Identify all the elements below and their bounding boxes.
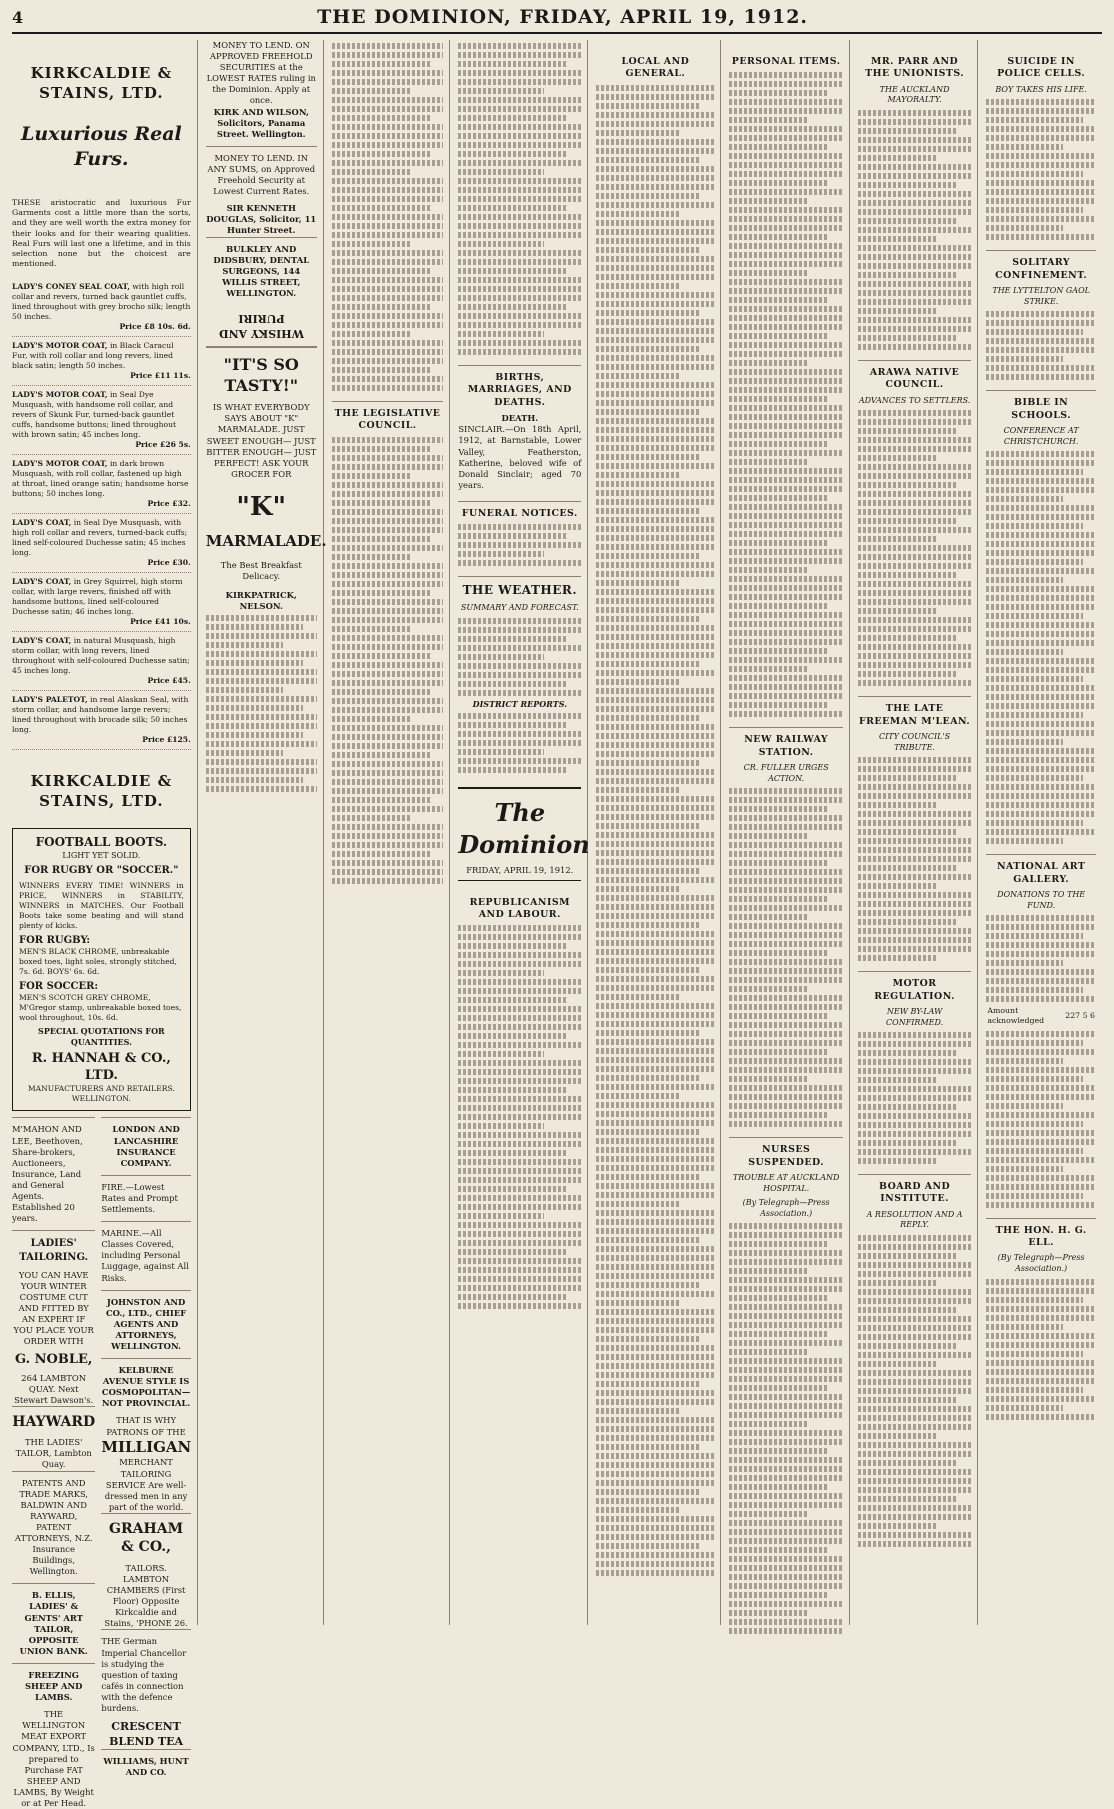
fur-item bbox=[12, 691, 191, 750]
rugby-text: MEN'S BLACK CHROME, unbreakable boxed toes, light soles, strongly stitched, 7s. 6d. BOYS' 6s. 6d. bbox=[19, 946, 177, 976]
parr-sub: THE AUCKLAND MAYORALTY. bbox=[879, 84, 950, 105]
reports-text bbox=[458, 713, 581, 773]
col3-body-text bbox=[332, 43, 444, 391]
editorial-heading: REPUBLICANISM AND LABOUR. bbox=[469, 896, 571, 921]
milligan-sub: MERCHANT TAILORING SERVICE Are well-dressed men in any part of the world. bbox=[104, 1457, 188, 1512]
weather-text bbox=[458, 618, 581, 696]
ell-heading: THE HON. H. G. ELL. bbox=[986, 1218, 1096, 1250]
column-6 bbox=[729, 40, 849, 1625]
fur-item-label: LADY'S CONEY SEAL COAT, bbox=[12, 281, 130, 291]
london-lancashire: LONDON AND LANCASHIRE INSURANCE COMPANY. bbox=[101, 1117, 190, 1174]
fur-item-desc: in Grey Squirrel, high storm collar, with large revers, finished off with handsome buttons, lined self-coloured Duchesse satin; 46 inches long. bbox=[12, 577, 183, 617]
railway-text bbox=[729, 788, 842, 1127]
fur-item-desc: in dark brown Musquash, with roll collar, fastened up high at throat, lined orange satin; handsome horse buttons; 50 inches long. bbox=[12, 458, 189, 498]
hannah-sub: MANUFACTURERS AND RETAILERS. WELLINGTON. bbox=[27, 1084, 175, 1104]
fur-item-label: LADY'S COAT, bbox=[12, 636, 72, 646]
fur-item bbox=[12, 573, 191, 632]
tailoring-heading: LADIES' TAILORING. bbox=[12, 1230, 95, 1269]
nurses-press: (By Telegraph—Press Association.) bbox=[742, 1198, 830, 1218]
kirkcaldie-heading: KIRKCALDIE & STAINS, LTD. bbox=[30, 64, 173, 102]
parr-heading: MR. PARR AND THE UNIONISTS. bbox=[865, 56, 965, 80]
fire-text: FIRE.—Lowest Rates and Prompt Settlements. bbox=[101, 1175, 190, 1221]
lc-body-text bbox=[332, 437, 444, 884]
kirkcaldie-tagline: Luxurious Real Furs. bbox=[21, 122, 182, 170]
masthead-title: THE DOMINION, FRIDAY, APRIL 19, 1912. bbox=[317, 6, 809, 28]
hayward-name: HAYWARD bbox=[12, 1406, 95, 1437]
soccer-text: MEN'S SCOTCH GREY CHROME, M'Gregor stamp, unbreakable boxed toes, wool throughout, 10s. 6d. bbox=[19, 993, 182, 1023]
gallery-sub: DONATIONS TO THE FUND. bbox=[997, 889, 1086, 910]
gallery-text bbox=[986, 915, 1096, 1002]
column-7 bbox=[858, 40, 978, 1625]
whisky-puriri: WHISKY AND PURIRI bbox=[206, 305, 317, 347]
kenneth-douglas: SIR KENNETH DOUGLAS, Solicitor, 11 Hunter Street. bbox=[206, 203, 317, 236]
fur-item bbox=[12, 514, 191, 573]
fur-item-price: Price £41 10s. bbox=[130, 617, 191, 627]
money-to-lend-2: MONEY TO LEND. IN ANY SUMS, on Approved Freehold Security at Lowest Current Rates. bbox=[206, 146, 317, 203]
board-sub: A RESOLUTION AND A REPLY. bbox=[866, 1209, 963, 1230]
nurses-sub: TROUBLE AT AUCKLAND HOSPITAL. bbox=[732, 1173, 840, 1193]
columns bbox=[12, 40, 1102, 1808]
donations-table bbox=[986, 1005, 1096, 1028]
suicide-sub: BOY TAKES HIS LIFE. bbox=[995, 84, 1087, 94]
kirk-wilson: KIRK AND WILSON, Solicitors, Panama Street. Wellington. bbox=[213, 106, 309, 139]
death-label: DEATH. bbox=[501, 413, 539, 424]
dental-surgeons: BULKLEY AND DIDSBURY, DENTAL SURGEONS, 144 WILLIS STREET, WELLINGTON. bbox=[206, 237, 317, 305]
football-winners: WINNERS EVERY TIME! WINNERS in PRICE, WINNERS in STABILITY, WINNERS in MATCHES. Our Football Boots take some beating and will stand plenty of kicks. bbox=[19, 880, 184, 930]
suicide-heading: SUICIDE IN POLICE CELLS. bbox=[997, 56, 1086, 80]
masthead bbox=[12, 0, 1102, 34]
fur-item-desc: in Seal Dye Musquash, with high roll collar and revers, turned-back cuffs; lined self-coloured Duchesse satin; 45 inches long. bbox=[12, 518, 188, 558]
arawa-sub: ADVANCES TO SETTLERS. bbox=[858, 395, 971, 405]
so-tasty: "IT'S SO TASTY!" bbox=[206, 347, 317, 402]
fur-item-price: Price £26 5s. bbox=[135, 439, 191, 449]
football-heading: FOOTBALL BOOTS. bbox=[35, 834, 168, 849]
solitary-heading: SOLITARY CONFINEMENT. bbox=[986, 250, 1096, 282]
kirkcaldie-footer: KIRKCALDIE & STAINS, LTD. bbox=[30, 772, 173, 811]
weather-sub: SUMMARY AND FORECAST. bbox=[460, 603, 579, 613]
fur-item-desc: with high roll collar and revers, turned back gauntlet cuffs, lined throughout with grey brocho silk; length 50 inches. bbox=[12, 281, 191, 321]
bible-sub: CONFERENCE AT CHRISTCHURCH. bbox=[1003, 426, 1079, 446]
editorial-dateline: FRIDAY, APRIL 19, 1912. bbox=[458, 865, 581, 881]
kirkpatrick-nelson: KIRKPATRICK, NELSON. bbox=[225, 590, 297, 612]
personal-items-text bbox=[729, 72, 842, 717]
fur-item-price: Price £125. bbox=[142, 735, 191, 745]
noble-name: G. NOBLE, bbox=[14, 1352, 93, 1368]
mlean-sub: CITY COUNCIL'S TRIBUTE. bbox=[879, 732, 951, 752]
fur-item-price: Price £11 11s. bbox=[130, 370, 191, 380]
motor-text bbox=[858, 1032, 971, 1164]
board-heading: BOARD AND INSTITUTE. bbox=[858, 1174, 971, 1206]
nurses-heading: NURSES SUSPENDED. bbox=[729, 1137, 842, 1169]
ell-text bbox=[986, 1279, 1096, 1420]
births-heading: BIRTHS, MARRIAGES, AND DEATHS. bbox=[458, 365, 581, 409]
solitary-text bbox=[986, 311, 1096, 380]
fur-item-label: LADY'S MOTOR COAT, bbox=[12, 389, 108, 399]
fur-item bbox=[12, 278, 191, 337]
sheep-text: THE WELLINGTON MEAT EXPORT COMPANY, LTD., Is prepared to Purchase FAT SHEEP AND LAMBS, By Weight or at Per Head. bbox=[12, 1709, 95, 1808]
patents-ad: PATENTS AND TRADE MARKS, BALDWIN AND RAYWARD, PATENT ATTORNEYS, N.Z. Insurance Buildings, Wellington. bbox=[12, 1471, 95, 1584]
legislative-council-heading: THE LEGISLATIVE COUNCIL. bbox=[332, 401, 444, 433]
fur-item bbox=[12, 455, 191, 514]
fur-item-desc: in Black Caracul Fur, with roll collar and long revers, lined black satin; length 50 inches. bbox=[12, 340, 174, 370]
motor-sub: NEW BY-LAW CONFIRMED. bbox=[886, 1006, 944, 1027]
board-text bbox=[858, 1235, 971, 1547]
parr-text bbox=[858, 110, 971, 350]
arawa-text bbox=[858, 410, 971, 686]
dominion-nameplate: The Dominion bbox=[458, 787, 581, 860]
fur-item-desc: in Seal Dye Musquash, with handsome roll collar, and revers of Skunk Fur, turned-back gauntlet cuffs, handsome buttons; lined throughout with brown satin; 45 inches long. bbox=[12, 389, 177, 439]
football-special: SPECIAL QUOTATIONS FOR QUANTITIES. bbox=[38, 1026, 165, 1047]
donations-amount: 227 5 6 bbox=[1065, 1011, 1095, 1021]
fur-item-price: Price £32. bbox=[147, 499, 191, 509]
column-8 bbox=[986, 40, 1102, 1625]
bible-heading: BIBLE IN SCHOOLS. bbox=[986, 390, 1096, 422]
fur-item-label: LADY'S COAT, bbox=[12, 518, 72, 528]
graham-sub: TAILORS. bbox=[125, 1562, 167, 1573]
donations-row bbox=[986, 1005, 1096, 1028]
fur-item-price: Price £30. bbox=[147, 558, 191, 568]
motor-heading: MOTOR REGULATION. bbox=[858, 971, 971, 1003]
mlean-text bbox=[858, 757, 971, 961]
column-2 bbox=[205, 40, 327, 1625]
marmalade-brand: MARMALADE. bbox=[205, 532, 327, 551]
railway-sub: CR. FULLER URGES ACTION. bbox=[743, 763, 829, 783]
football-both: FOR RUGBY OR "SOCCER." bbox=[24, 865, 179, 877]
ellis-ad: B. ELLIS, LADIES' & GENTS' ART TAILOR, OPPOSITE UNION BANK. bbox=[12, 1583, 95, 1663]
fur-item-price: Price £45. bbox=[147, 676, 191, 686]
column-3 bbox=[332, 40, 451, 1625]
personal-items-heading: PERSONAL ITEMS. bbox=[731, 56, 841, 67]
column-4 bbox=[458, 40, 588, 1625]
editorial-text bbox=[458, 925, 581, 1309]
milligan-intro: THAT IS WHY PATRONS OF THE bbox=[106, 1415, 186, 1437]
sheep-heading: FREEZING SHEEP AND LAMBS. bbox=[12, 1663, 95, 1709]
marmalade-text: IS WHAT EVERYBODY SAYS ABOUT "K" MARMALADE. JUST SWEET ENOUGH— JUST BITTER ENOUGH— JUST PERFECT! ASK YOUR GROCER FOR bbox=[206, 402, 317, 479]
football-ad bbox=[12, 828, 191, 1112]
fur-list bbox=[12, 278, 191, 751]
hannah-firm: R. HANNAH & CO., LTD. bbox=[31, 1051, 171, 1084]
fur-item bbox=[12, 386, 191, 455]
weather-heading: THE WEATHER. bbox=[458, 576, 581, 599]
page-number: 4 bbox=[12, 8, 24, 27]
williams-hunt: WILLIAMS, HUNT AND CO. bbox=[101, 1749, 190, 1784]
kelburne-text: KELBURNE AVENUE STYLE IS COSMOPOLITAN— NOT PROVINCIAL. bbox=[101, 1358, 190, 1415]
local-general-heading: LOCAL AND GENERAL. bbox=[621, 56, 690, 80]
fur-item bbox=[12, 632, 191, 691]
col1-lower bbox=[12, 1117, 191, 1809]
ell-press: (By Telegraph—Press Association.) bbox=[997, 1253, 1085, 1273]
col4-top-text bbox=[458, 43, 581, 355]
death-notice: SINCLAIR.—On 18th April, 1912, at Barnstable, Lower Valley, Featherston, Katherine, beloved wife of Donald Sinclair; aged 70 years. bbox=[458, 424, 582, 490]
fur-item-label: LADY'S COAT, bbox=[12, 577, 72, 587]
crescent-intro: THE German Imperial Chancellor is studying the question of taxing cafés in connection with the defence burdens. bbox=[101, 1629, 190, 1720]
hayward-sub: THE LADIES' TAILOR, Lambton Quay. bbox=[15, 1437, 92, 1470]
milligan-name: MILLIGAN bbox=[101, 1437, 192, 1456]
fur-item-desc: in real Alaskan Seal, with storm collar, and handsome large revers; lined throughout with brocade silk; 50 inches long. bbox=[12, 695, 189, 735]
column-1 bbox=[12, 40, 198, 1808]
donations-label: Amount acknowledged bbox=[987, 1006, 1045, 1026]
fur-item-desc: in natural Musquash, high storm collar, with long revers, lined throughout with self-coloured Duchesse satin; 45 inches long. bbox=[12, 636, 190, 676]
lambton-chambers: LAMBTON CHAMBERS (First Floor) Opposite Kirkcaldie and Stains, 'PHONE 26. bbox=[104, 1573, 188, 1629]
funeral-heading: FUNERAL NOTICES. bbox=[458, 501, 581, 520]
breakfast-text: The Best Breakfast Delicacy. bbox=[220, 559, 302, 582]
column-5 bbox=[596, 40, 721, 1625]
funeral-text bbox=[458, 524, 581, 566]
noble-address: 264 LAMBTON QUAY. Next Stewart Dawson's. bbox=[14, 1372, 94, 1405]
district-reports: DISTRICT REPORTS. bbox=[472, 698, 567, 709]
graham-name: GRAHAM & CO., bbox=[101, 1513, 190, 1563]
arawa-heading: ARAWA NATIVE COUNCIL. bbox=[858, 360, 971, 392]
fur-item-label: LADY'S MOTOR COAT, bbox=[12, 340, 108, 350]
crescent-tea: CRESCENT BLEND TEA bbox=[109, 1720, 184, 1748]
soccer-heading: FOR SOCCER: bbox=[19, 980, 99, 992]
fur-item-price: Price £8 10s. 6d. bbox=[119, 321, 191, 331]
bible-text bbox=[986, 451, 1096, 844]
col1-lower-right bbox=[101, 1117, 190, 1809]
kirkcaldie-intro: THESE aristocratic and luxurious Fur Garments cost a little more than the sorts, and they are well worth the extra money for their looks and for their wearing qualities. Real Furs will last one a lifetime, and in this selection none but the choicest are mentioned. bbox=[12, 197, 191, 269]
rugby-heading: FOR RUGBY: bbox=[19, 934, 91, 946]
railway-heading: NEW RAILWAY STATION. bbox=[729, 727, 842, 759]
fur-item-label: LADY'S PALETOT, bbox=[12, 695, 88, 705]
gallery-heading: NATIONAL ART GALLERY. bbox=[986, 854, 1096, 886]
local-general-text bbox=[596, 85, 714, 1576]
tailoring-text: YOU CAN HAVE YOUR WINTER COSTUME CUT AND FITTED BY AN EXPERT IF YOU PLACE YOUR ORDER WITH bbox=[13, 1269, 94, 1347]
k-brand: "K" bbox=[236, 491, 287, 522]
johnston-text: JOHNSTON AND CO., LTD., CHIEF AGENTS AND ATTORNEYS, WELLINGTON. bbox=[101, 1290, 190, 1358]
donations-list bbox=[986, 1031, 1096, 1208]
col2-body-text bbox=[206, 615, 317, 792]
fur-item-label: LADY'S MOTOR COAT, bbox=[12, 458, 108, 468]
money-to-lend: MONEY TO LEND. ON APPROVED FREEHOLD SECURITIES at the LOWEST RATES ruling in the Dominion. Apply at once. bbox=[206, 40, 316, 106]
nurses-text bbox=[729, 1223, 842, 1634]
col1-lower-left bbox=[12, 1117, 95, 1809]
fur-item bbox=[12, 337, 191, 386]
football-sub: LIGHT YET SOLID. bbox=[62, 850, 141, 860]
mcmahon-ad: M'MAHON AND LEE, Beethoven, Share-brokers, Auctioneers, Insurance, Land and General Agents. Established 20 years. bbox=[12, 1117, 95, 1230]
suicide-text bbox=[986, 99, 1096, 240]
marine-text: MARINE.—All Classes Covered, including Personal Luggage, against All Risks. bbox=[101, 1221, 190, 1289]
mlean-heading: THE LATE FREEMAN M'LEAN. bbox=[858, 696, 971, 728]
solitary-sub: THE LYTTELTON GAOL STRIKE. bbox=[992, 286, 1090, 306]
